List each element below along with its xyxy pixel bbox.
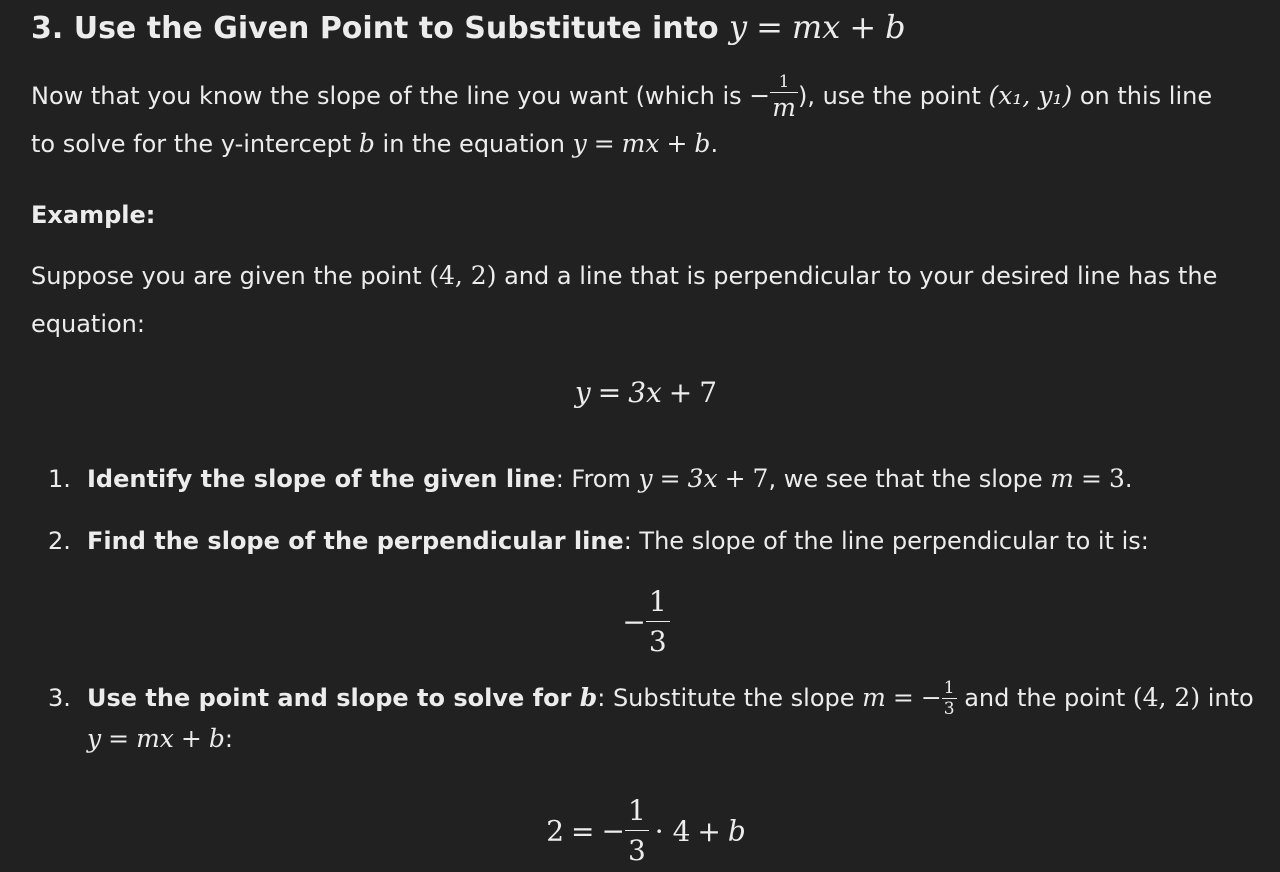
- example-setup-paragraph: Suppose you are given the point (4, 2) and a line that is perpendicular to your desired line has the equation:: [31, 261, 1218, 338]
- substitution-equation: 2 = − $\frac{1}{3}$ · 4 + b: [546, 794, 746, 867]
- example-label: Example:: [31, 201, 156, 229]
- given-equation: y = 3x + 7: [574, 376, 718, 409]
- heading-math-y: y: [729, 8, 748, 46]
- fraction-one-third: $\frac{1}{3}$: [646, 588, 670, 656]
- fraction-one-over-m: $\frac{1}{m}$: [772, 72, 796, 122]
- perpendicular-slope: − $\frac{1}{3}$: [31, 588, 1261, 656]
- point-x1-y1: (x₁, y₁): [988, 81, 1073, 110]
- list-item-continuation: y = mx + b:: [87, 724, 233, 753]
- point-4-2: (4, 2): [429, 261, 497, 290]
- list-item: 1. Identify the slope of the given line: From y = 3x + 7, we see that the slope m = 3.: [48, 464, 1133, 493]
- section-heading: 3. Use the Given Point to Substitute into y = mx + b: [31, 8, 906, 46]
- list-item: 3. Use the point and slope to solve for b: Substitute the slope m = − $\frac{1}{3}$ and the point (4, 2) into: [48, 678, 1254, 719]
- fraction-one-third-sub: $\frac{1}{3}$: [625, 797, 649, 865]
- list-item: 2. Find the slope of the perpendicular line: The slope of the line perpendicular to it is:: [48, 527, 1149, 555]
- intro-paragraph: Now that you know the slope of the line you want (which is − $\frac{1}{m}$ ), use the point (x₁, y₁) on this line to solve for the y-intercept b in the equation y = mx + b.: [31, 72, 1213, 158]
- fraction-one-third-inline: $\frac{1}{3}$: [943, 678, 955, 719]
